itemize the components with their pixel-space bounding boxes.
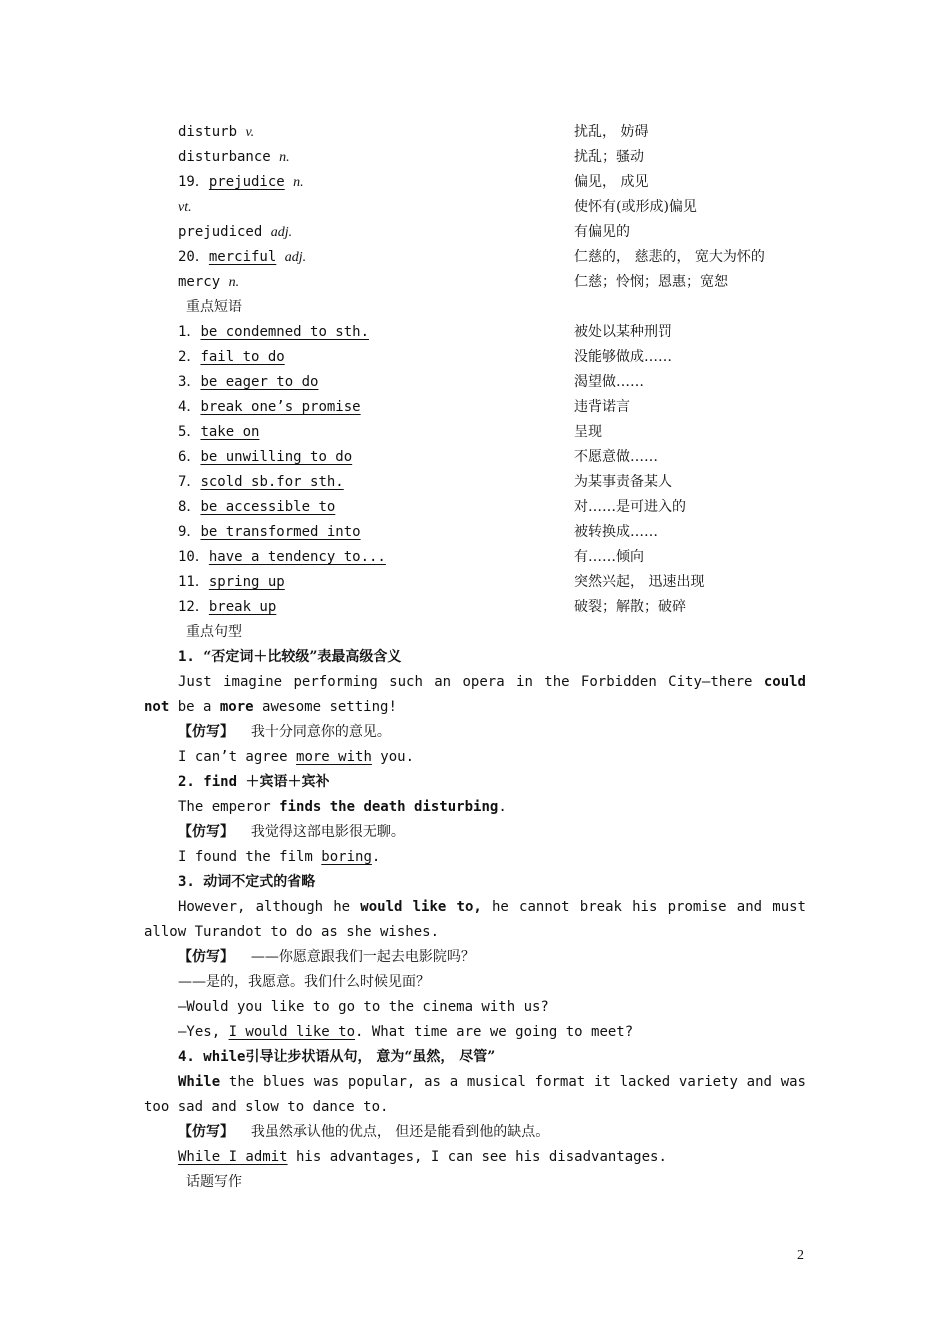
section-1-answer: [178, 746, 414, 768]
section-3-answer-2: [178, 1021, 633, 1043]
imitation-label: 【仿写】: [178, 1124, 234, 1140]
vocab-pos: n.: [279, 150, 290, 165]
phrases-heading: 重点短语: [186, 299, 242, 315]
section-title: 动词不定式的省略: [203, 874, 316, 890]
phrase-row: [178, 546, 806, 568]
phrase-text: have a tendency to...: [208, 549, 386, 565]
example-keyword: finds the death disturbing: [279, 799, 499, 815]
example-text: .: [498, 799, 507, 815]
phrase-text: spring up: [208, 574, 285, 590]
vocab-meaning: 使怀有(或形成)偏见: [574, 199, 697, 215]
section-3-imitation-2: ——是的，我愿意。我们什么时候见面？: [178, 974, 430, 990]
section-4-example-line-2: too sad and slow to dance to.: [144, 1099, 389, 1115]
vocab-meaning: 仁慈的， 慈悲的， 宽大为怀的: [574, 249, 765, 265]
vocab-row: [178, 146, 806, 168]
imitation-label: 【仿写】: [178, 724, 234, 740]
phrase-meaning: 不愿意做……: [574, 449, 658, 465]
phrase-meaning: 对……是可进入的: [574, 499, 686, 515]
phrase-row: [178, 421, 806, 443]
vocab-row: [178, 121, 806, 143]
answer-text: his advantages, I can see his disadvantages.: [287, 1149, 667, 1165]
section-3-example-line-1: [178, 896, 806, 918]
section-title-en: while: [203, 1049, 246, 1065]
phrase-number: 8．: [178, 499, 201, 515]
example-text: the blues was popular, as a musical format it lacked variety and was: [220, 1074, 806, 1090]
phrase-text: be transformed into: [200, 524, 361, 540]
vocab-meaning: 仁慈；怜悯；恩惠；宽恕: [574, 274, 728, 290]
page-number: 2: [797, 1248, 804, 1263]
phrase-text: break one’s promise: [200, 399, 361, 415]
section-1-title: [178, 646, 401, 668]
vocab-word: prejudiced: [178, 224, 263, 240]
section-2-imitation: [178, 821, 405, 843]
phrase-meaning: 有……倾向: [574, 549, 644, 565]
answer-text: you.: [371, 749, 415, 765]
vocab-row: [178, 271, 806, 293]
imitation-prompt: 我觉得这部电影很无聊。: [250, 824, 405, 840]
section-2-title: [178, 771, 329, 793]
phrase-number: 9．: [178, 524, 201, 540]
vocab-row: [178, 246, 806, 268]
example-keyword: would like to,: [360, 899, 482, 915]
imitation-label: 【仿写】: [178, 949, 234, 965]
vocab-meaning: 扰乱， 妨碍: [574, 124, 649, 140]
phrase-number: 10．: [178, 549, 209, 565]
vocab-word: mercy: [178, 274, 221, 290]
section-3-example-line-2: allow Turandot to do as she wishes.: [144, 924, 440, 940]
section-title-zh: 引导让步状语从句， 意为“虽然， 尽管”: [245, 1049, 496, 1065]
vocab-number: 19．: [178, 174, 209, 190]
phrase-text: scold sb.for sth.: [200, 474, 344, 490]
example-keyword: could: [763, 674, 806, 690]
phrase-row: [178, 471, 806, 493]
phrase-number: 6．: [178, 449, 201, 465]
phrase-meaning: 突然兴起， 迅速出现: [574, 574, 705, 590]
vocab-meaning: 有偏见的: [574, 224, 630, 240]
section-number: 1.: [178, 649, 195, 665]
imitation-label: 【仿写】: [178, 824, 234, 840]
example-keyword: While: [178, 1074, 221, 1090]
phrase-text: fail to do: [200, 349, 285, 365]
section-number: 3.: [178, 874, 195, 890]
section-1-imitation: [178, 721, 391, 743]
vocab-meaning: 扰乱；骚动: [574, 149, 644, 165]
phrase-row: [178, 496, 806, 518]
section-number: 2.: [178, 774, 195, 790]
section-1-example-line-2: [144, 696, 397, 718]
imitation-prompt: 我虽然承认他的优点， 但还是能看到他的缺点。: [250, 1124, 550, 1140]
answer-text: .: [371, 849, 381, 865]
answer-text: I found the film: [178, 849, 322, 865]
vocab-word: merciful: [208, 249, 277, 265]
phrase-text: take on: [200, 424, 260, 440]
section-title-zh: ＋宾语＋宾补: [245, 774, 330, 790]
section-3-title: [178, 871, 315, 893]
example-text: However, although he: [178, 899, 361, 915]
answer-blank: I would like to: [228, 1024, 356, 1040]
example-text: The emperor: [178, 799, 280, 815]
phrase-number: 11．: [178, 574, 209, 590]
phrase-number: 1．: [178, 324, 201, 340]
phrase-row: [178, 396, 806, 418]
phrase-meaning: 呈现: [574, 424, 602, 440]
vocab-word: prejudice: [208, 174, 285, 190]
phrase-row: [178, 571, 806, 593]
vocab-word: disturb: [178, 124, 238, 140]
vocab-pos: n.: [228, 275, 240, 290]
vocab-number: 20．: [178, 249, 209, 265]
phrase-number: 4．: [178, 399, 201, 415]
phrase-meaning: 违背诺言: [574, 399, 630, 415]
phrase-row: [178, 446, 806, 468]
phrase-text: be condemned to sth.: [200, 324, 370, 340]
phrase-row: [178, 346, 806, 368]
phrase-meaning: 渴望做……: [574, 374, 644, 390]
phrase-meaning: 没能够做成……: [574, 349, 672, 365]
section-4-imitation: [178, 1121, 549, 1143]
vocab-row: [178, 171, 806, 193]
answer-text: I can’t agree: [178, 749, 297, 765]
phrase-row: [178, 371, 806, 393]
section-4-title: [178, 1046, 495, 1068]
answer-blank: boring: [321, 849, 372, 865]
phrase-row: [178, 321, 806, 343]
vocab-row: [178, 221, 806, 243]
phrase-number: 7．: [178, 474, 201, 490]
phrase-text: be unwilling to do: [200, 449, 353, 465]
phrase-number: 3．: [178, 374, 201, 390]
vocab-pos: n.: [293, 175, 304, 190]
vocab-row: [178, 196, 806, 218]
phrase-number: 12．: [178, 599, 209, 615]
phrase-meaning: 破裂；解散；破碎: [574, 599, 686, 615]
imitation-prompt: 我十分同意你的意见。: [250, 724, 391, 740]
phrase-text: be eager to do: [200, 374, 319, 390]
example-text: be a: [169, 699, 220, 715]
phrase-text: break up: [208, 599, 277, 615]
section-number: 4.: [178, 1049, 195, 1065]
phrase-number: 2．: [178, 349, 201, 365]
phrase-row: [178, 521, 806, 543]
phrase-meaning: 被转换成……: [574, 524, 658, 540]
phrase-text: be accessible to: [200, 499, 336, 515]
phrase-meaning: 被处以某种刑罚: [574, 324, 672, 340]
section-1-example-line-1: [178, 671, 806, 693]
example-text: awesome setting!: [253, 699, 397, 715]
example-keyword: not: [144, 699, 170, 715]
section-4-answer: [178, 1146, 667, 1168]
answer-blank: While I admit: [178, 1149, 288, 1165]
phrase-meaning: 为某事责备某人: [574, 474, 672, 490]
section-3-imitation: [178, 946, 475, 968]
example-keyword: more: [219, 699, 254, 715]
vocab-pos: v.: [245, 125, 255, 140]
answer-blank: more with: [296, 749, 372, 765]
section-2-example: [178, 796, 507, 818]
writing-heading: 话题写作: [186, 1174, 242, 1190]
example-text: Just imagine performing such an opera in the Forbidden City—there: [178, 674, 764, 690]
sentences-heading: 重点句型: [186, 624, 242, 640]
phrase-number: 5．: [178, 424, 201, 440]
imitation-prompt: ——你愿意跟我们一起去电影院吗？: [250, 949, 475, 965]
example-text: he cannot break his promise and must: [481, 899, 806, 915]
section-3-answer-1: —Would you like to go to the cinema with us?: [178, 999, 549, 1015]
answer-text: . What time are we going to meet?: [355, 1024, 634, 1040]
section-4-example-line-1: [178, 1071, 806, 1093]
vocab-pos: adj.: [270, 225, 293, 240]
phrase-row: [178, 596, 806, 618]
section-title-en: find: [203, 774, 238, 790]
section-2-answer: [178, 846, 380, 868]
vocab-meaning: 偏见， 成见: [574, 174, 649, 190]
answer-text: —Yes,: [178, 1024, 229, 1040]
vocab-pos: vt.: [178, 200, 192, 215]
section-title: “否定词＋比较级”表最高级含义: [203, 649, 402, 665]
vocab-word: disturbance: [178, 149, 271, 165]
vocab-pos: adj.: [284, 250, 307, 265]
